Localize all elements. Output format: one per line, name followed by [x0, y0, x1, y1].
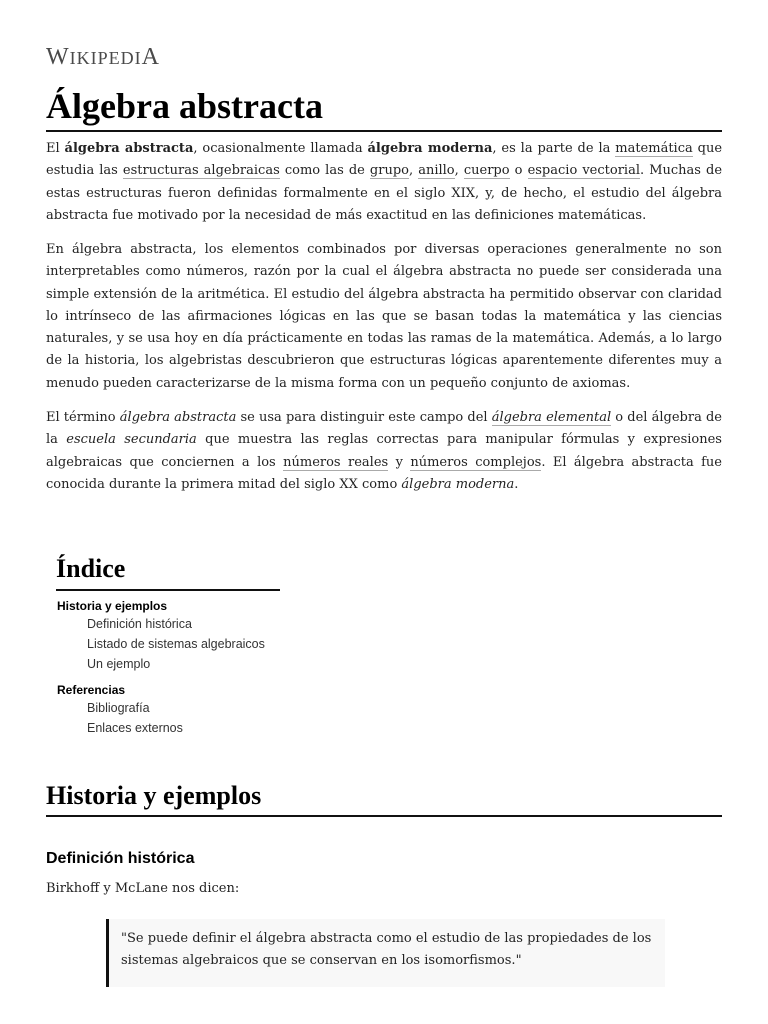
- link-numeros-reales[interactable]: números reales: [283, 454, 389, 470]
- text: que estudia las: [46, 141, 723, 179]
- text: El término: [46, 410, 120, 425]
- text: .: [514, 476, 519, 492]
- toc-section-referencias[interactable]: Referencias: [57, 683, 126, 697]
- link-algebra-elemental[interactable]: álgebra elemental: [491, 410, 612, 425]
- link-matematica[interactable]: matemática: [615, 141, 693, 156]
- text: , ocasionalmente llamada: [193, 141, 368, 156]
- toc-item-enlaces-externos[interactable]: Enlaces externos: [87, 721, 183, 735]
- toc-item-listado-sistemas[interactable]: Listado de sistemas algebraicos: [87, 637, 265, 651]
- italic-term: álgebra abstracta: [119, 410, 237, 425]
- bold-term: álgebra abstracta: [64, 141, 194, 156]
- text: ,: [408, 163, 419, 179]
- link-cuerpo[interactable]: cuerpo: [463, 163, 510, 179]
- text: y: [388, 454, 411, 470]
- toc-divider: [56, 589, 280, 591]
- section-divider: [46, 815, 722, 817]
- link-estructuras-algebraicas[interactable]: estructuras algebraicas: [122, 163, 280, 179]
- toc-item-bibliografia[interactable]: Bibliografía: [87, 701, 150, 715]
- link-grupo[interactable]: grupo: [369, 163, 409, 179]
- toc-section-historia[interactable]: Historia y ejemplos: [57, 599, 168, 613]
- italic-term: álgebra moderna: [401, 476, 515, 492]
- subsection-heading-definicion: Definición histórica: [46, 850, 195, 867]
- text: , es la parte de la: [492, 141, 616, 156]
- section-heading-historia: Historia y ejemplos: [46, 781, 262, 810]
- text: . El álgebra abstracta fue conocida durante la primera mitad del siglo XX como: [46, 454, 722, 492]
- link-anillo[interactable]: anillo: [418, 163, 455, 179]
- toc-item-un-ejemplo[interactable]: Un ejemplo: [87, 657, 151, 671]
- intro-paragraph-3: [46, 407, 722, 496]
- text: que muestra las reglas correctas para manipular fórmulas y expresiones algebraicas que conciernen a los: [46, 432, 722, 470]
- link-espacio-vectorial[interactable]: espacio vectorial: [527, 163, 640, 179]
- text: o del álgebra de la: [46, 410, 722, 448]
- toc-item-definicion-historica[interactable]: Definición histórica: [87, 617, 192, 631]
- text: . Muchas de estas estructuras fueron definidas formalmente en el siglo XIX, y, de hecho, el estudio del álgebra abstracta fue motivado por la necesidad de más exactitud en las definiciones matemáticas.: [46, 163, 723, 223]
- toc-title: Índice: [56, 554, 126, 583]
- blockquote: [106, 919, 665, 987]
- text: se usa para distinguir este campo del: [236, 410, 492, 425]
- page-title: Álgebra abstracta: [46, 86, 323, 126]
- blockquote-text: "Se puede definir el álgebra abstracta como el estudio de las propiedades de los sistemas algebraicos que se conservan en los isomorfismos.": [121, 931, 652, 968]
- intro-paragraph-2: En álgebra abstracta, los elementos combinados por diversas operaciones generalmente no son interpretables como números, razón por la cual el álgebra abstracta no puede ser considerada una simple extensión de la aritmética. El estudio del álgebra abstracta ha permitido observar con claridad lo intrínseco de las afirmaciones lógicas en las que se basan todas la matemática y las ciencias naturales, y se usa hoy en día prácticamente en todas las ramas de la matemática. Además, a lo largo de la historia, los algebristas descubrieron que estructuras lógicas aparentemente diferentes muy a menudo pueden caracterizarse de la misma forma con un pequeño conjunto de axiomas.: [46, 242, 722, 391]
- wikipedia-logo[interactable]: WIKIPEDIA: [46, 44, 160, 70]
- text: El: [46, 141, 65, 156]
- text: o: [509, 163, 528, 179]
- italic-term: escuela secundaria: [66, 432, 197, 448]
- intro-paragraph-1: [46, 138, 722, 227]
- bold-term: álgebra moderna: [367, 141, 493, 156]
- text: ,: [454, 163, 464, 179]
- link-numeros-complejos[interactable]: números complejos: [410, 454, 542, 470]
- text: como las de: [279, 163, 370, 179]
- quote-intro: Birkhoff y McLane nos dicen:: [46, 881, 240, 896]
- title-divider: [46, 130, 722, 132]
